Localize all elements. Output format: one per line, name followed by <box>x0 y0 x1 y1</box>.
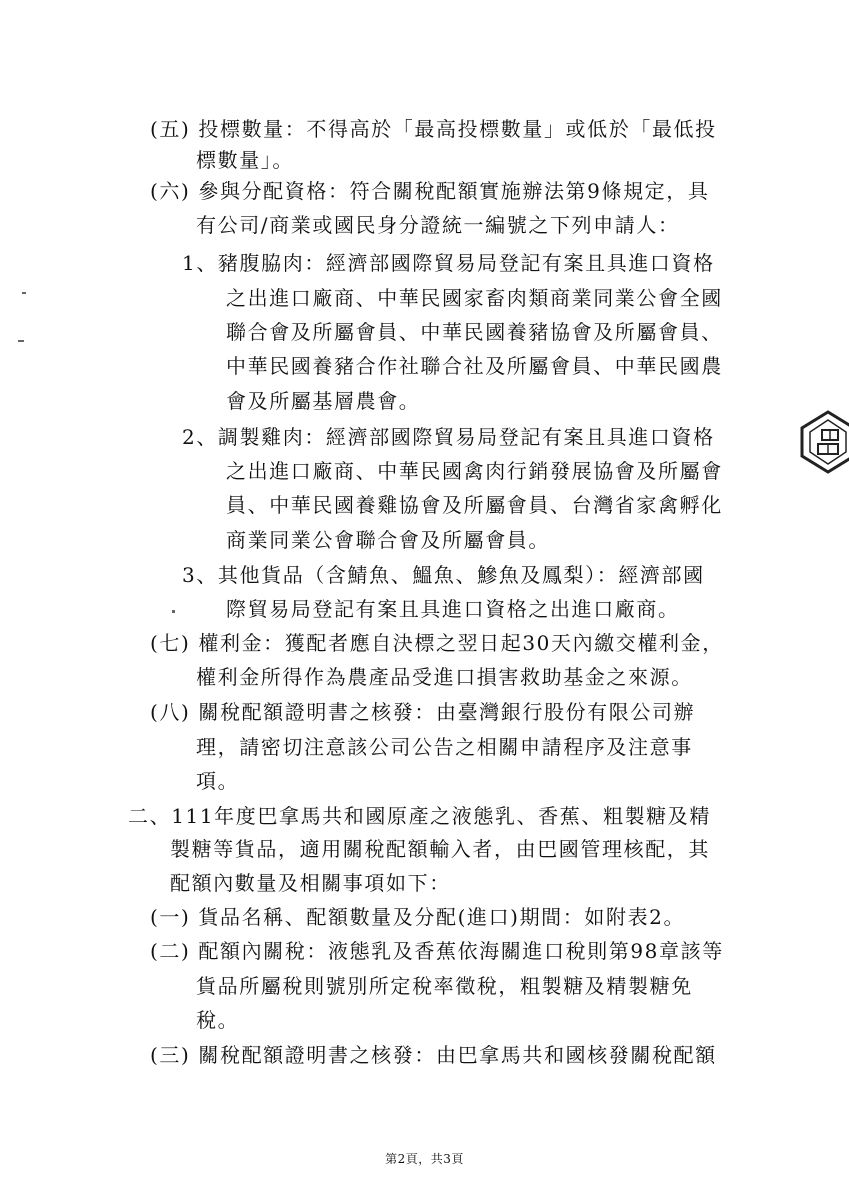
text-line: 聯合會及所屬會員、中華民國養豬協會及所屬會員、 <box>226 320 723 344</box>
scan-speck <box>18 340 24 342</box>
text-line: 配額內數量及相關事項如下： <box>170 871 451 895</box>
text-line: (五) 投標數量：不得高於「最高投標數量」或低於「最低投 <box>150 117 717 141</box>
stamp-seal-icon <box>800 410 849 474</box>
text-line: 中華民國養豬合作社聯合社及所屬會員、中華民國農 <box>226 354 723 378</box>
text-line: 製糖等貨品，適用關稅配額輸入者，由巴國管理核配，其 <box>170 837 710 861</box>
text-line: 項。 <box>196 769 240 793</box>
text-line: 理，請密切注意該公司公告之相關申請程序及注意事 <box>196 735 693 759</box>
text-line: 標數量」。 <box>196 148 294 172</box>
text-line: (一) 貨品名稱、配額數量及分配(進口)期間：如附表2。 <box>150 905 686 929</box>
text-line: 貨品所屬稅則號別所定稅率徵稅，粗製糖及精製糖免 <box>196 974 693 998</box>
text-line: 之出進口廠商、中華民國禽肉行銷發展協會及所屬會 <box>226 459 723 483</box>
text-line: 際貿易局登記有案且具進口資格之出進口廠商。 <box>226 597 680 621</box>
page-footer: 第2頁，共3頁 <box>385 1152 464 1166</box>
text-line: (六) 參與分配資格：符合關稅配額實施辦法第9條規定，具 <box>150 179 710 203</box>
text-line: (八) 關稅配額證明書之核發：由臺灣銀行股份有限公司辦 <box>150 700 696 724</box>
scan-speck <box>172 610 175 613</box>
scan-speck <box>22 292 26 294</box>
text-line: (二) 配額內關稅：液態乳及香蕉依海關進口稅則第98章該等 <box>150 939 724 963</box>
text-line: 1、豬腹脇肉：經濟部國際貿易局登記有案且具進口資格 <box>182 251 715 275</box>
text-line: 權利金所得作為農產品受進口損害救助基金之來源。 <box>196 665 693 689</box>
text-line: (七) 權利金：獲配者應自決標之翌日起30天內繳交權利金， <box>150 631 724 655</box>
text-line: 員、中華民國養雞協會及所屬會員、台灣省家禽孵化 <box>226 493 723 517</box>
text-line: (三) 關稅配額證明書之核發：由巴拿馬共和國核發關稅配額 <box>150 1043 717 1067</box>
text-line: 有公司/商業或國民身分證統一編號之下列申請人： <box>196 213 680 237</box>
text-line: 商業同業公會聯合會及所屬會員。 <box>226 528 550 552</box>
text-line: 2、調製雞肉：經濟部國際貿易局登記有案且具進口資格 <box>182 425 715 449</box>
text-line: 3、其他貨品（含鯖魚、鰮魚、鰺魚及鳳梨）：經濟部國 <box>182 563 705 587</box>
text-line: 稅。 <box>196 1008 240 1032</box>
text-line: 之出進口廠商、中華民國家畜肉類商業同業公會全國 <box>226 286 723 310</box>
text-line: 會及所屬基層農會。 <box>226 389 421 413</box>
text-line: 二、111年度巴拿馬共和國原產之液態乳、香蕉、粗製糖及精 <box>128 804 711 828</box>
